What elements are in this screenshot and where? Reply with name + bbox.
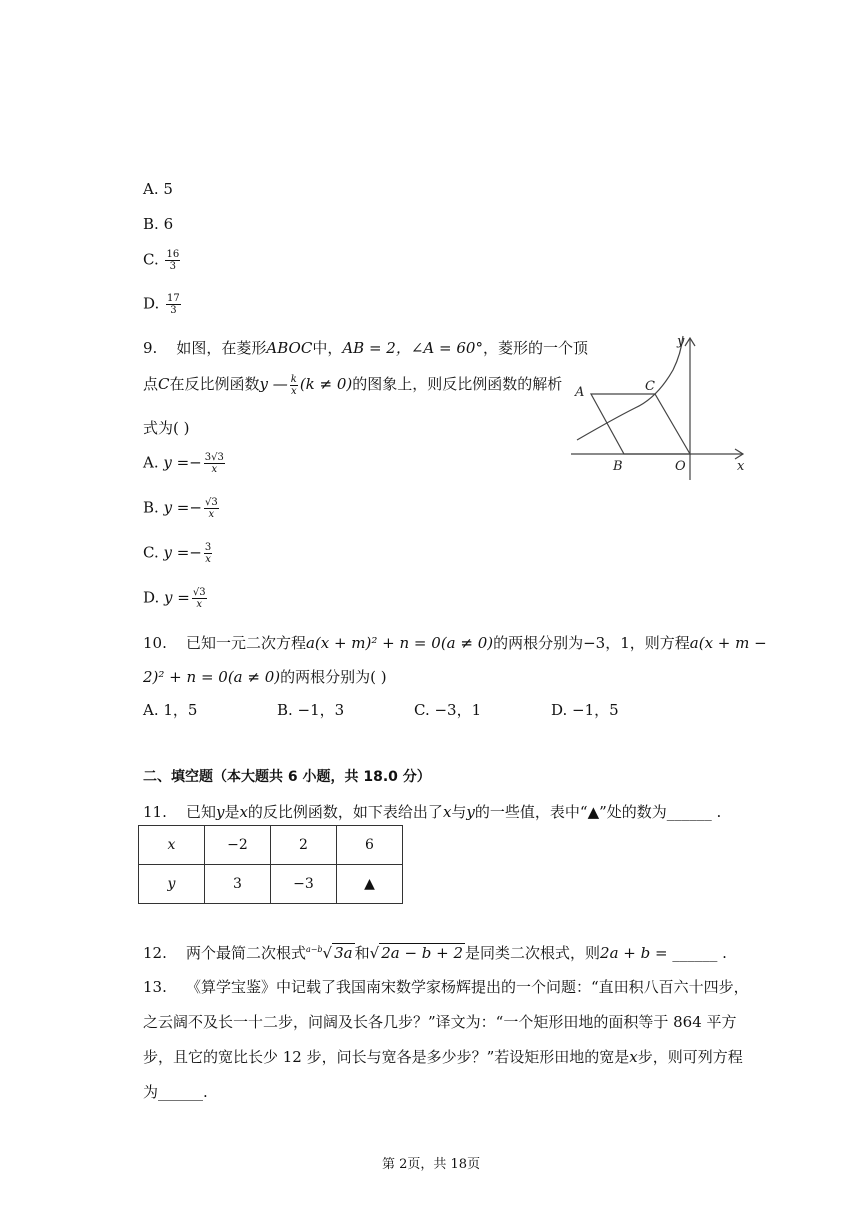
table-row [139, 865, 403, 904]
table-cell: x [139, 826, 205, 865]
q10-line2: 2)² + n = 0(a ≠ 0)的两根分别为( ) [143, 668, 387, 686]
q8-option-b: B. 6 [143, 215, 174, 233]
q10-line1: 10. 已知一元二次方程a(x + m)² + n = 0(a ≠ 0)的两根分别为−3，1，则方程a(x + m − [143, 634, 767, 652]
table-cell: 2 [271, 826, 337, 865]
q9-option-a: A. y =− $\frac{3√3}{x}$ [143, 452, 224, 475]
q10-option-d: D. −1，5 [551, 701, 619, 719]
table-cell: ▲ [337, 865, 403, 904]
table-cell: −3 [271, 865, 337, 904]
q9-line2: 点C在反比例函数y — $\frac{k}{x}$ (k ≠ 0)的图象上，则反比例函数的解析 [143, 373, 563, 397]
rhombus-figure [565, 330, 755, 490]
q13-line1: 13. 《算学宝鉴》中记载了我国南宋数学家杨辉提出的一个问题：“直田积八百六十四步， [143, 978, 749, 996]
section2-title: 二、填空题（本大题共 6 小题，共 18.0 分） [143, 769, 431, 785]
q9-line1: 9. 如图，在菱形ABOC中，AB = 2，∠A = 60°，菱形的一个顶 [143, 339, 588, 357]
q11-value-table [138, 825, 403, 904]
table-cell: y [139, 865, 205, 904]
q12-text: 12. 两个最简二次根式$^{a-b}$√ 3a 和√ 2a − b + 2 是同类二次根式，则2a + b = ______ . [143, 944, 727, 962]
table-cell: 6 [337, 826, 403, 865]
hyperbola-curve [577, 336, 683, 440]
q8-option-d: D. $\frac{17}{3}$ [143, 293, 180, 316]
q10-option-c: C. −3，1 [414, 701, 482, 719]
label-o: O [675, 459, 686, 474]
table-row [139, 826, 403, 865]
table-cell: −2 [205, 826, 271, 865]
table-cell: 3 [205, 865, 271, 904]
q9-option-b: B. y =− $\frac{√3}{x}$ [143, 497, 218, 520]
page-footer: 第 2页，共 18页 [382, 1157, 481, 1172]
q8-option-c: C. $\frac{16}{3}$ [143, 249, 180, 272]
label-x: x [737, 459, 745, 474]
label-a: A [575, 385, 585, 400]
q13-line3: 步，且它的宽比长少 12 步，问长与宽各是多少步？”若设矩形田地的宽是x步，则可列方程 [143, 1048, 743, 1066]
q10-option-b: B. −1，3 [277, 701, 345, 719]
q11-text: 11. 已知y是x的反比例函数，如下表给出了x与y的一些值，表中“▲”处的数为______ . [143, 803, 722, 821]
label-b: B [613, 459, 623, 474]
label-y: y [677, 334, 685, 349]
q9-option-c: C. y =− $\frac{3}{x}$ [143, 542, 212, 565]
label-c: C [645, 379, 655, 394]
q9-line3: 式为( ) [143, 419, 190, 437]
q9-option-d: D. y = $\frac{√3}{x}$ [143, 587, 206, 610]
q10-option-a: A. 1，5 [143, 701, 198, 719]
q13-line4: 为______. [143, 1083, 208, 1101]
q13-line2: 之云阔不及长一十二步，问阔及长各几步？”译文为：“一个矩形田地的面积等于 864 平方 [143, 1013, 737, 1031]
q8-option-a: A. 5 [143, 180, 173, 198]
